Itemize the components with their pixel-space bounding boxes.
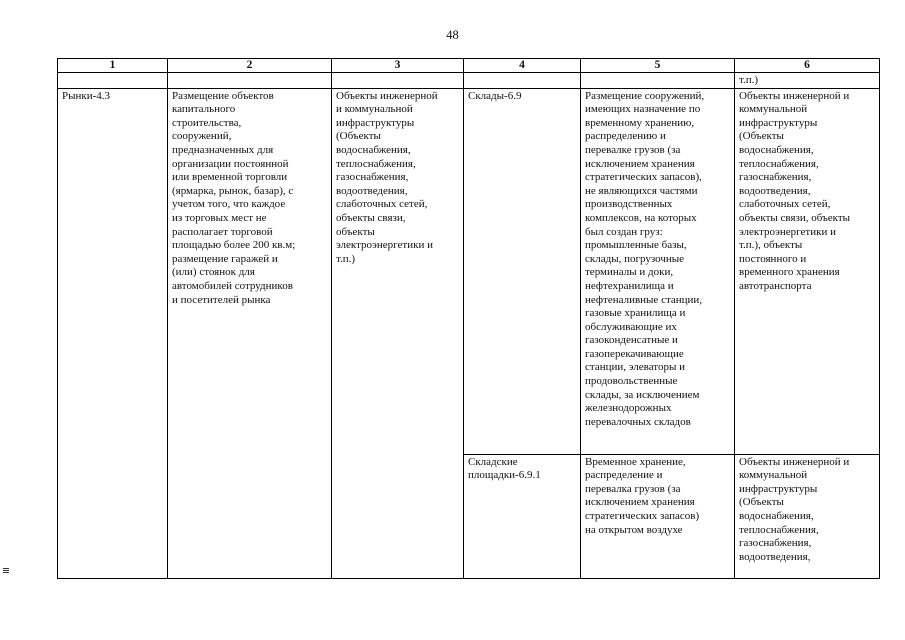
- land-use-description-cell: Размещение объектов капитального строительства, сооружений, предназначенных для организации постоянной или временной торговли (ярмарка, рынок, базар), с учетом того, что каждое из торговых мест не располагает торговой площадью более 200 кв.м; размещение гаражей и (или) стоянок для автомобилей сотрудников и посетителей рынка: [168, 88, 332, 578]
- cont-cell-2: [168, 73, 332, 89]
- header-col-6: 6: [735, 59, 880, 73]
- header-col-1: 1: [58, 59, 168, 73]
- aux-use-description-cell: Временное хранение, распределение и перевалка грузов (за исключением хранения стратегических запасов) на открытом воздухе: [581, 454, 735, 578]
- page-number: 48: [446, 28, 459, 42]
- aux-infrastructure-cell: Объекты инженерной и коммунальной инфраструктуры (Объекты водоснабжения, теплоснабжения, газоснабжения, водоотведения,: [735, 454, 880, 578]
- table-row: [58, 88, 880, 454]
- margin-mark-icon: [3, 568, 9, 574]
- cont-cell-6: т.п.): [735, 73, 880, 89]
- header-col-5: 5: [581, 59, 735, 73]
- cont-cell-1: [58, 73, 168, 89]
- header-col-2: 2: [168, 59, 332, 73]
- aux-use-code-cell: Складские площадки-6.9.1: [464, 454, 581, 578]
- aux-use-description-cell: Размещение сооружений, имеющих назначение по временному хранению, распределению и перевалке грузов (за исключением хранения стратегических запасов), не являющихся частями производственных комплексов, на которых был создан груз: промышленные базы, склады, погрузочные терминалы и доки, нефтехранилища и нефтеналивные станции, газовые хранилища и обслуживающие их газоконденсатные и газоперекачивающие станции, элеваторы и продовольственные склады, за исключением железнодорожных перевалочных складов: [581, 88, 735, 454]
- continuation-row: [58, 73, 880, 89]
- aux-infrastructure-cell: Объекты инженерной и коммунальной инфраструктуры (Объекты водоснабжения, теплоснабжения, газоснабжения, водоотведения, слаботочных сетей, объекты связи, объекты электроэнергетики и т.п.), объекты постоянного и временного хранения автотранспорта: [735, 88, 880, 454]
- infrastructure-cell: Объекты инженерной и коммунальной инфраструктуры (Объекты водоснабжения, теплоснабжения, газоснабжения, водоотведения, слаботочных сетей, объекты связи, объекты электроэнергетики и т.п.): [332, 88, 464, 578]
- header-col-3: 3: [332, 59, 464, 73]
- land-use-code-cell: Рынки-4.3: [58, 88, 168, 578]
- cont-cell-4: [464, 73, 581, 89]
- header-row: [58, 59, 880, 73]
- cont-cell-5: [581, 73, 735, 89]
- header-col-4: 4: [464, 59, 581, 73]
- cont-cell-3: [332, 73, 464, 89]
- aux-use-code-cell: Склады-6.9: [464, 88, 581, 454]
- land-use-table: [57, 58, 880, 579]
